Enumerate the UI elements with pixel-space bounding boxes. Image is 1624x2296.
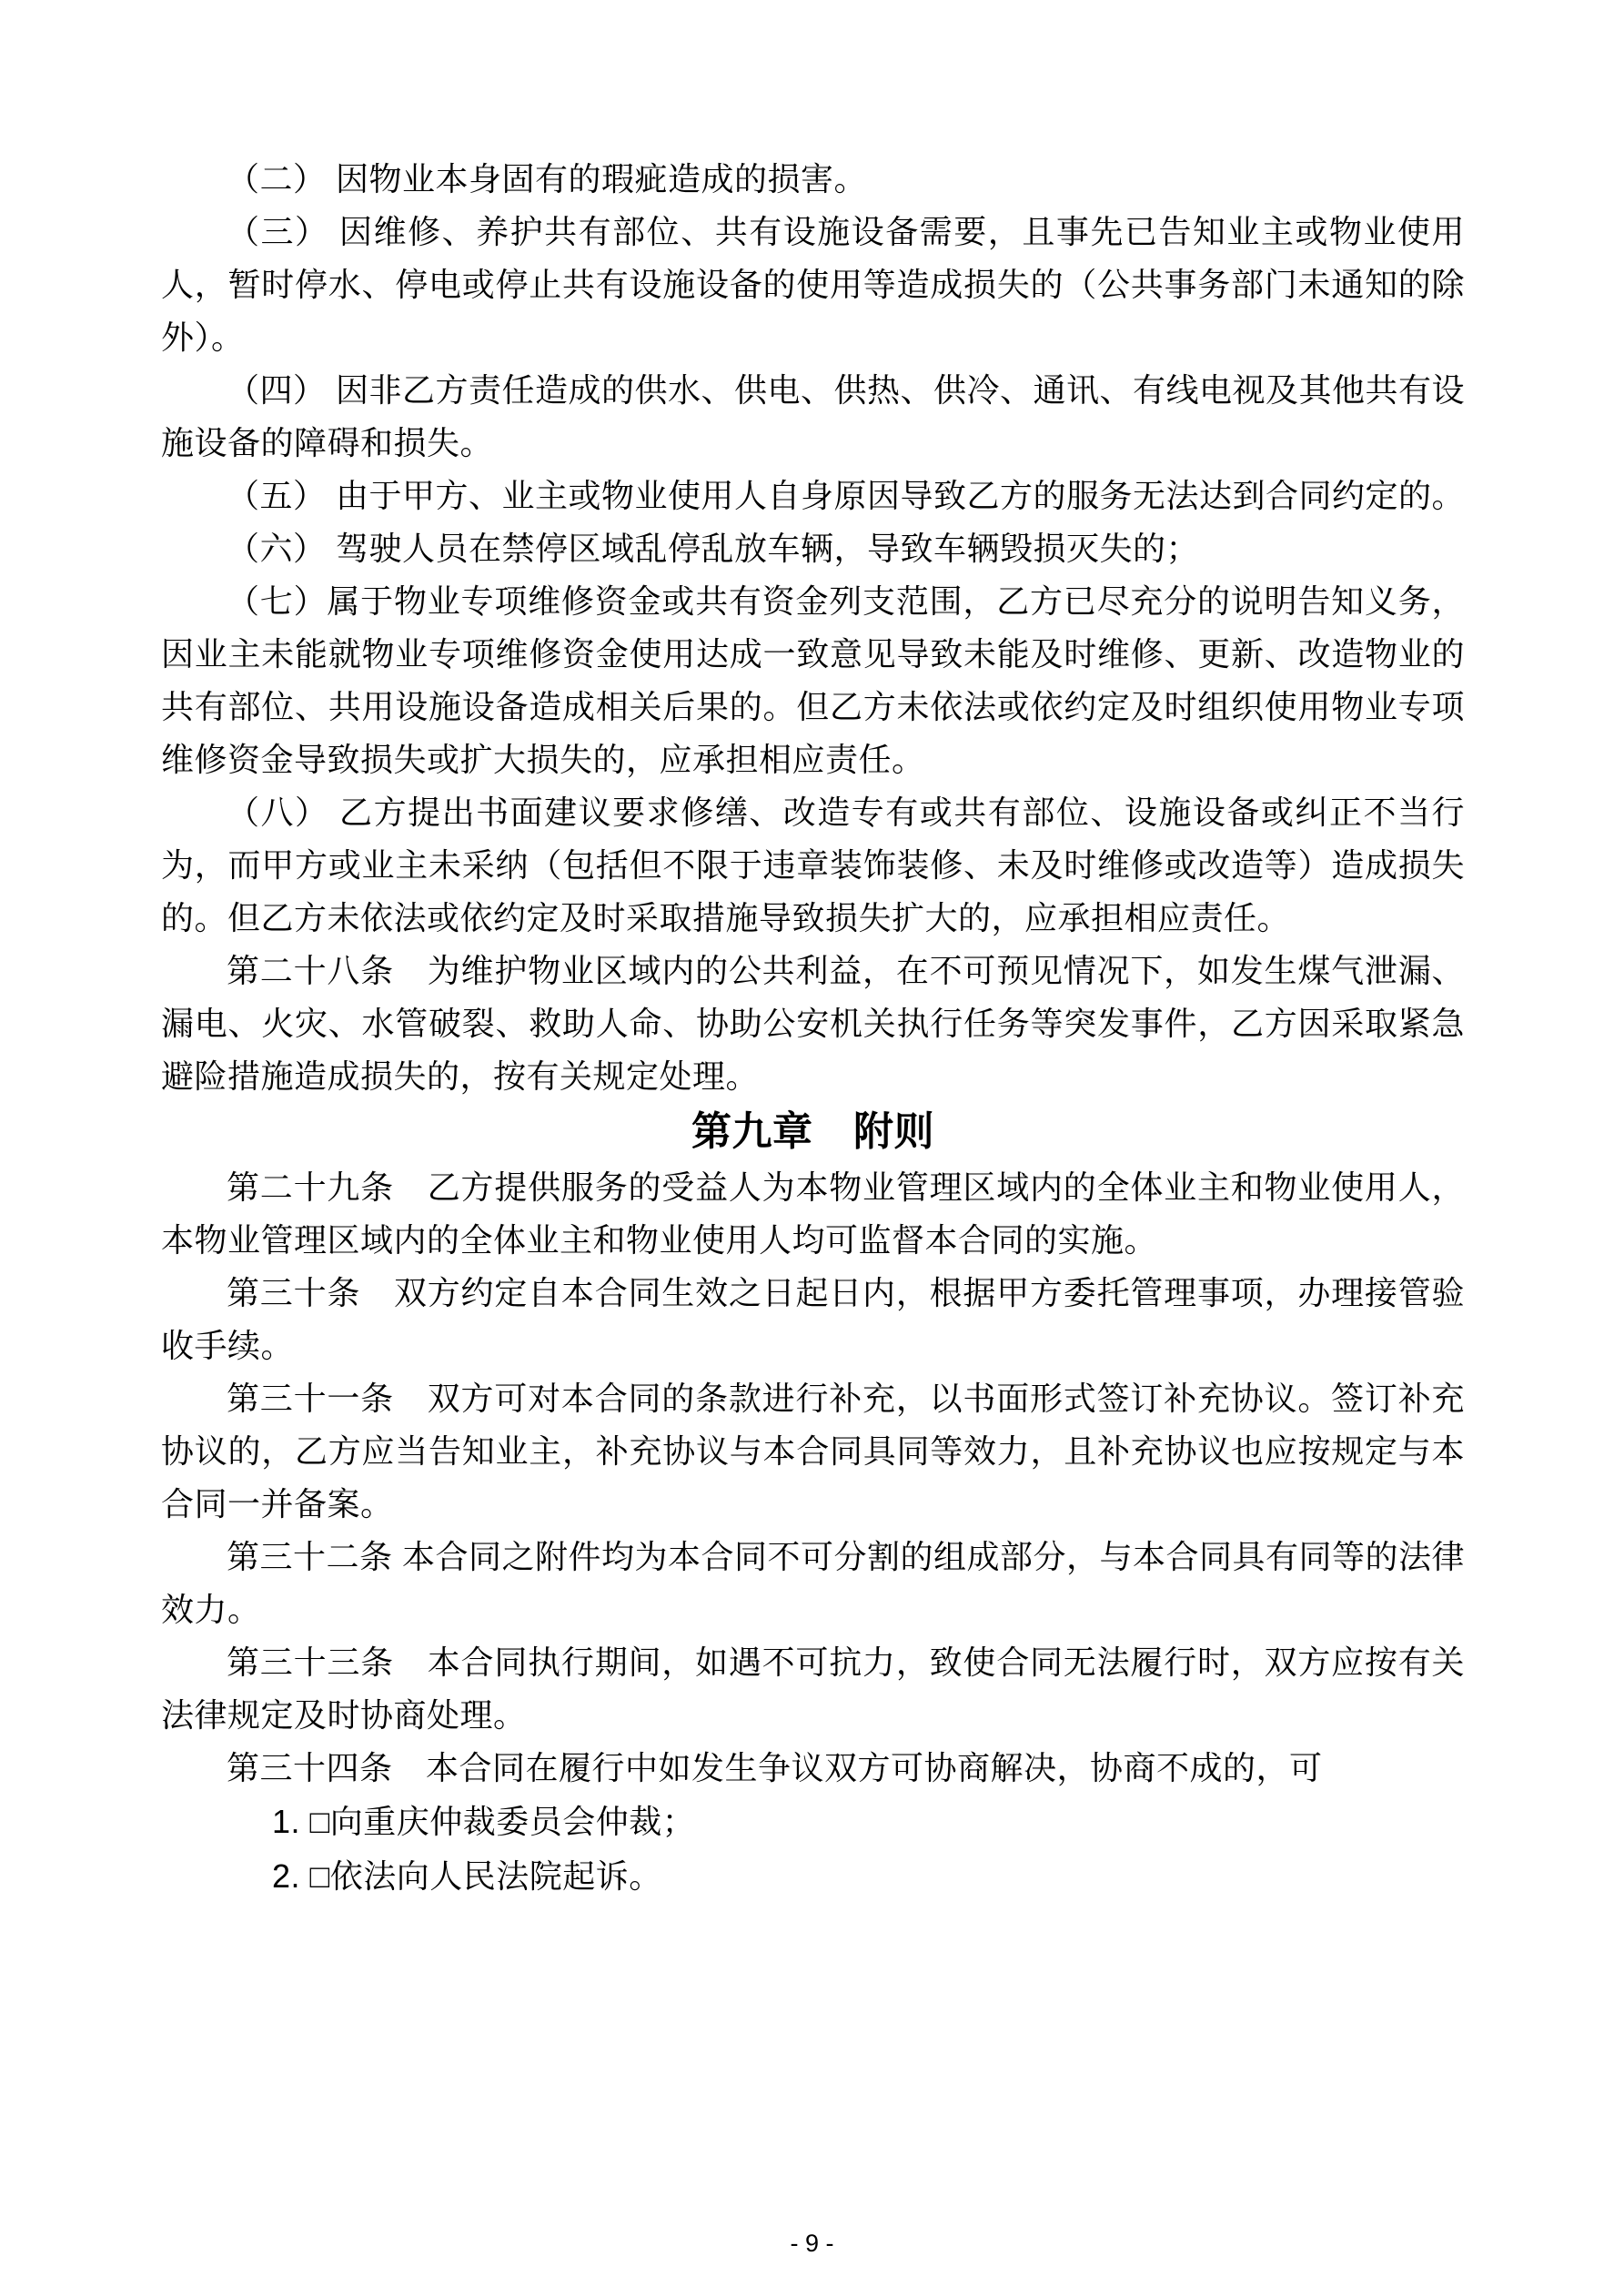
clause-28-paragraph: 第二十八条 为维护物业区域内的公共利益，在不可预见情况下，如发生煤气泄漏、漏电、火灾、水管破裂、救助人命、协助公安机关执行任务等突发事件，乙方因采取紧急避险措施造成损失的，按有关规定处理。 — [161, 952, 1465, 1095]
document-paragraph: （七）属于物业专项维修资金或共有资金列支范围，乙方已尽充分的说明告知义务，因业主未能就物业专项维修资金使用达成一致意见导致未能及时维修、更新、改造物业的共有部位、共用设施设备造成相关后果的。但乙方未依法或依约定及时组织使用物业专项维修资金导致损失或扩大损失的，应承担相应责任。 — [161, 582, 1465, 778]
document-paragraph: （六） 驾驶人员在禁停区域乱停乱放车辆，导致车辆毁损灭失的； — [227, 530, 1200, 567]
document-paragraph: （五） 由于甲方、业主或物业使用人自身原因导致乙方的服务无法达到合同约定的。 — [227, 477, 1466, 514]
document-paragraph: （八） 乙方提出书面建议要求修缮、改造专有或共有部位、设施设备或纠正不当行为，而甲方或业主未采纳（包括但不限于违章装饰装修、未及时维修或改造等）造成损失的。但乙方未依法或依约定及时采取措施导致损失扩大的，应承担相应责任。 — [161, 794, 1465, 936]
clause-29-paragraph: 第二十九条 乙方提供服务的受益人为本物业管理区域内的全体业主和物业使用人，本物业管理区域内的全体业主和物业使用人均可监督本合同的实施。 — [161, 1168, 1465, 1259]
clause-33-paragraph: 第三十三条 本合同执行期间，如遇不可抗力，致使合同无法履行时，双方应按有关法律规定及时协商处理。 — [161, 1644, 1465, 1734]
clause-30-paragraph: 第三十条 双方约定自本合同生效之日起日内，根据甲方委托管理事项，办理接管验收手续。 — [161, 1274, 1465, 1364]
clause-32-paragraph: 第三十二条 本合同之附件均为本合同不可分割的组成部分，与本合同具有同等的法律效力。 — [161, 1538, 1466, 1628]
clause-34-paragraph: 第三十四条 本合同在履行中如发生争议双方可协商解决，协商不成的，可 — [227, 1749, 1323, 1786]
chapter-heading: 第九章 附则 — [691, 1109, 934, 1154]
document-paragraph: （四） 因非乙方责任造成的供水、供电、供热、供冷、通讯、有线电视及其他共有设施设备的障碍和损失。 — [161, 371, 1466, 461]
document-content — [161, 153, 1465, 1904]
document-paragraph: （三） 因维修、养护共有部位、共有设施设备需要，且事先已告知业主或物业使用人，暂时停水、停电或停止共有设施设备的使用等造成损失的（公共事务部门未通知的除外）。 — [161, 213, 1465, 356]
page-number: - 9 - — [790, 2230, 834, 2257]
clause-31-paragraph: 第三十一条 双方可对本合同的条款进行补充，以书面形式签订补充协议。签订补充协议的，乙方应当告知业主，补充协议与本合同具同等效力，且补充协议也应按规定与本合同一并备案。 — [161, 1380, 1465, 1522]
litigation-option-item: 2. □依法向人民法院起诉。 — [272, 1857, 662, 1895]
document-paragraph: （二） 因物业本身固有的瑕疵造成的损害。 — [227, 160, 868, 197]
arbitration-option-item: 1. □向重庆仲裁委员会仲裁； — [272, 1803, 696, 1840]
